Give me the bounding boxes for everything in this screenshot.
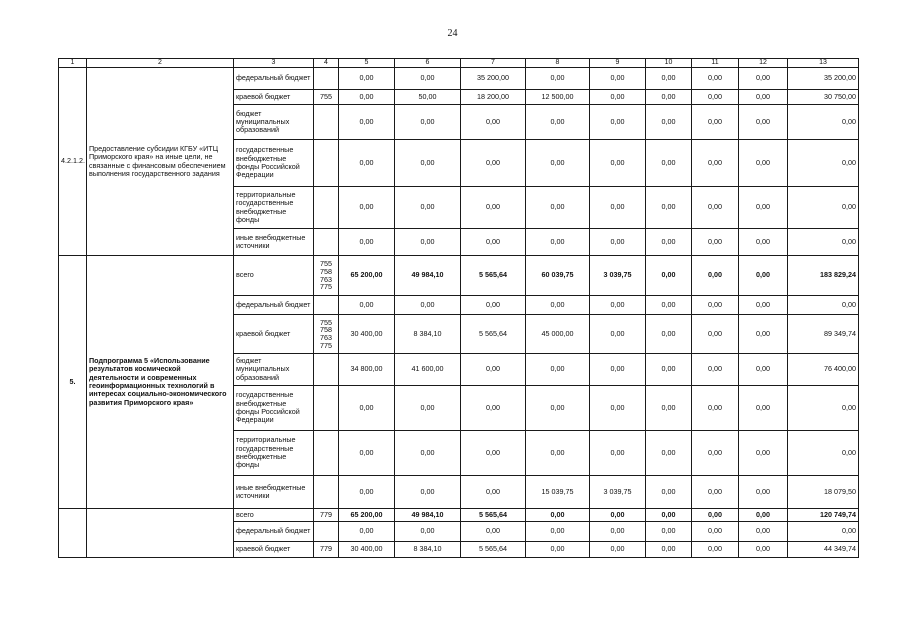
year-value: 0,00 bbox=[395, 105, 461, 140]
year-value: 0,00 bbox=[739, 354, 788, 386]
year-value: 49 984,10 bbox=[395, 509, 461, 522]
section-name: Предоставление субсидии КГБУ «ИТЦ Приморского края» на иные цели, не связанные с финансовым обеспечением выполнения государственного задания bbox=[87, 68, 234, 256]
year-value: 0,00 bbox=[590, 90, 646, 105]
year-value: 0,00 bbox=[692, 354, 739, 386]
year-value: 0,00 bbox=[461, 187, 526, 229]
year-value: 0,00 bbox=[461, 229, 526, 256]
year-value: 0,00 bbox=[395, 140, 461, 187]
year-value: 45 000,00 bbox=[526, 315, 590, 354]
year-value: 0,00 bbox=[739, 229, 788, 256]
year-value: 0,00 bbox=[395, 431, 461, 476]
budget-code bbox=[314, 354, 339, 386]
year-value: 0,00 bbox=[526, 354, 590, 386]
column-number-row bbox=[59, 59, 859, 68]
year-value: 0,00 bbox=[692, 522, 739, 542]
year-value: 0,00 bbox=[739, 140, 788, 187]
year-value: 0,00 bbox=[692, 187, 739, 229]
year-value: 0,00 bbox=[461, 354, 526, 386]
year-value: 0,00 bbox=[739, 187, 788, 229]
year-value: 50,00 bbox=[395, 90, 461, 105]
total-value: 35 200,00 bbox=[788, 68, 859, 90]
total-value: 30 750,00 bbox=[788, 90, 859, 105]
budget-code bbox=[314, 140, 339, 187]
funding-source: краевой бюджет bbox=[234, 315, 314, 354]
budget-code bbox=[314, 187, 339, 229]
budget-code bbox=[314, 386, 339, 431]
section-index bbox=[59, 509, 87, 558]
budget-code bbox=[314, 476, 339, 509]
year-value: 0,00 bbox=[339, 296, 395, 315]
year-value: 12 500,00 bbox=[526, 90, 590, 105]
table-body bbox=[59, 68, 859, 558]
year-value: 0,00 bbox=[590, 386, 646, 431]
total-value: 183 829,24 bbox=[788, 256, 859, 296]
year-value: 15 039,75 bbox=[526, 476, 590, 509]
year-value: 0,00 bbox=[339, 229, 395, 256]
total-value: 120 749,74 bbox=[788, 509, 859, 522]
year-value: 0,00 bbox=[526, 105, 590, 140]
year-value: 5 565,64 bbox=[461, 509, 526, 522]
year-value: 3 039,75 bbox=[590, 256, 646, 296]
year-value: 0,00 bbox=[646, 431, 692, 476]
total-value: 76 400,00 bbox=[788, 354, 859, 386]
year-value: 0,00 bbox=[692, 315, 739, 354]
year-value: 0,00 bbox=[692, 256, 739, 296]
year-value: 0,00 bbox=[646, 542, 692, 558]
year-value: 0,00 bbox=[526, 140, 590, 187]
budget-code: 779 bbox=[314, 509, 339, 522]
budget-code-line: 763 bbox=[320, 274, 332, 284]
year-value: 0,00 bbox=[692, 90, 739, 105]
year-value: 0,00 bbox=[590, 187, 646, 229]
year-value: 0,00 bbox=[461, 296, 526, 315]
section-name bbox=[87, 509, 234, 558]
year-value: 0,00 bbox=[646, 90, 692, 105]
funding-source: федеральный бюджет bbox=[234, 522, 314, 542]
budget-code bbox=[314, 256, 339, 296]
year-value: 5 565,64 bbox=[461, 542, 526, 558]
funding-source: иные внебюджетные источники bbox=[234, 229, 314, 256]
year-value: 0,00 bbox=[646, 296, 692, 315]
year-value: 0,00 bbox=[590, 509, 646, 522]
column-header: 9 bbox=[590, 59, 646, 68]
year-value: 0,00 bbox=[461, 476, 526, 509]
year-value: 0,00 bbox=[590, 296, 646, 315]
budget-code bbox=[314, 431, 339, 476]
year-value: 0,00 bbox=[526, 431, 590, 476]
total-value: 18 079,50 bbox=[788, 476, 859, 509]
year-value: 0,00 bbox=[526, 386, 590, 431]
year-value: 0,00 bbox=[590, 522, 646, 542]
year-value: 0,00 bbox=[692, 386, 739, 431]
table-row bbox=[59, 68, 859, 90]
budget-code bbox=[314, 296, 339, 315]
year-value: 0,00 bbox=[526, 542, 590, 558]
year-value: 0,00 bbox=[461, 140, 526, 187]
year-value: 0,00 bbox=[646, 386, 692, 431]
column-header: 12 bbox=[739, 59, 788, 68]
year-value: 0,00 bbox=[646, 105, 692, 140]
year-value: 0,00 bbox=[339, 431, 395, 476]
year-value: 0,00 bbox=[590, 431, 646, 476]
year-value: 0,00 bbox=[692, 140, 739, 187]
budget-code-line: 755 bbox=[320, 317, 332, 327]
year-value: 0,00 bbox=[395, 187, 461, 229]
year-value: 0,00 bbox=[339, 90, 395, 105]
year-value: 0,00 bbox=[739, 476, 788, 509]
budget-code-line: 775 bbox=[320, 282, 332, 292]
year-value: 0,00 bbox=[339, 140, 395, 187]
funding-source: бюджет муниципальных образований bbox=[234, 105, 314, 140]
funding-source: территориальные государственные внебюджетные фонды bbox=[234, 431, 314, 476]
table-row bbox=[59, 509, 859, 522]
budget-code-line: 758 bbox=[320, 266, 332, 276]
year-value: 0,00 bbox=[739, 509, 788, 522]
year-value: 0,00 bbox=[739, 386, 788, 431]
year-value: 8 384,10 bbox=[395, 542, 461, 558]
year-value: 0,00 bbox=[339, 476, 395, 509]
year-value: 0,00 bbox=[739, 315, 788, 354]
year-value: 0,00 bbox=[339, 386, 395, 431]
year-value: 0,00 bbox=[526, 509, 590, 522]
total-value: 0,00 bbox=[788, 105, 859, 140]
column-header: 2 bbox=[87, 59, 234, 68]
budget-code bbox=[314, 522, 339, 542]
total-value: 0,00 bbox=[788, 522, 859, 542]
budget-code bbox=[314, 315, 339, 354]
year-value: 0,00 bbox=[646, 187, 692, 229]
year-value: 0,00 bbox=[339, 105, 395, 140]
total-value: 0,00 bbox=[788, 229, 859, 256]
year-value: 0,00 bbox=[739, 68, 788, 90]
year-value: 0,00 bbox=[590, 542, 646, 558]
year-value: 65 200,00 bbox=[339, 509, 395, 522]
table-row bbox=[59, 256, 859, 296]
year-value: 0,00 bbox=[692, 229, 739, 256]
year-value: 0,00 bbox=[692, 105, 739, 140]
column-header: 13 bbox=[788, 59, 859, 68]
year-value: 35 200,00 bbox=[461, 68, 526, 90]
year-value: 0,00 bbox=[692, 509, 739, 522]
year-value: 0,00 bbox=[739, 105, 788, 140]
funding-source: территориальные государственные внебюджетные фонды bbox=[234, 187, 314, 229]
year-value: 0,00 bbox=[461, 522, 526, 542]
year-value: 0,00 bbox=[739, 542, 788, 558]
year-value: 41 600,00 bbox=[395, 354, 461, 386]
year-value: 49 984,10 bbox=[395, 256, 461, 296]
total-value: 0,00 bbox=[788, 187, 859, 229]
year-value: 0,00 bbox=[526, 522, 590, 542]
budget-code-line: 755 bbox=[320, 259, 332, 269]
budget-code bbox=[314, 229, 339, 256]
section-index: 5. bbox=[59, 256, 87, 509]
year-value: 0,00 bbox=[526, 187, 590, 229]
funding-source: государственные внебюджетные фонды Российской Федерации bbox=[234, 386, 314, 431]
year-value: 30 400,00 bbox=[339, 315, 395, 354]
funding-source: всего bbox=[234, 509, 314, 522]
year-value: 0,00 bbox=[339, 187, 395, 229]
funding-source: бюджет муниципальных образований bbox=[234, 354, 314, 386]
year-value: 0,00 bbox=[395, 476, 461, 509]
funding-source: государственные внебюджетные фонды Российской Федерации bbox=[234, 140, 314, 187]
section-index: 4.2.1.2. bbox=[59, 68, 87, 256]
total-value: 89 349,74 bbox=[788, 315, 859, 354]
budget-code-line: 775 bbox=[320, 340, 332, 350]
year-value: 0,00 bbox=[646, 68, 692, 90]
budget-code bbox=[314, 68, 339, 90]
year-value: 0,00 bbox=[339, 68, 395, 90]
year-value: 0,00 bbox=[739, 296, 788, 315]
year-value: 18 200,00 bbox=[461, 90, 526, 105]
year-value: 0,00 bbox=[526, 229, 590, 256]
year-value: 0,00 bbox=[646, 509, 692, 522]
year-value: 0,00 bbox=[395, 386, 461, 431]
year-value: 0,00 bbox=[461, 431, 526, 476]
year-value: 0,00 bbox=[461, 105, 526, 140]
year-value: 0,00 bbox=[739, 256, 788, 296]
budget-code: 779 bbox=[314, 542, 339, 558]
year-value: 0,00 bbox=[739, 431, 788, 476]
total-value: 0,00 bbox=[788, 140, 859, 187]
budget-code: 755 bbox=[314, 90, 339, 105]
year-value: 0,00 bbox=[646, 256, 692, 296]
total-value: 0,00 bbox=[788, 296, 859, 315]
column-header: 5 bbox=[339, 59, 395, 68]
year-value: 0,00 bbox=[646, 476, 692, 509]
year-value: 0,00 bbox=[590, 229, 646, 256]
year-value: 0,00 bbox=[646, 522, 692, 542]
column-header: 7 bbox=[461, 59, 526, 68]
year-value: 0,00 bbox=[590, 140, 646, 187]
year-value: 0,00 bbox=[395, 522, 461, 542]
total-value: 0,00 bbox=[788, 386, 859, 431]
year-value: 0,00 bbox=[646, 229, 692, 256]
year-value: 0,00 bbox=[590, 315, 646, 354]
year-value: 0,00 bbox=[395, 296, 461, 315]
funding-source: федеральный бюджет bbox=[234, 68, 314, 90]
year-value: 0,00 bbox=[692, 431, 739, 476]
budget-code bbox=[314, 105, 339, 140]
year-value: 0,00 bbox=[692, 68, 739, 90]
year-value: 0,00 bbox=[646, 354, 692, 386]
year-value: 5 565,64 bbox=[461, 315, 526, 354]
year-value: 0,00 bbox=[590, 68, 646, 90]
year-value: 0,00 bbox=[739, 90, 788, 105]
column-header: 3 bbox=[234, 59, 314, 68]
funding-source: иные внебюджетные источники bbox=[234, 476, 314, 509]
year-value: 0,00 bbox=[739, 522, 788, 542]
funding-source: краевой бюджет bbox=[234, 90, 314, 105]
column-header: 11 bbox=[692, 59, 739, 68]
column-header: 6 bbox=[395, 59, 461, 68]
year-value: 0,00 bbox=[526, 68, 590, 90]
budget-table bbox=[58, 58, 859, 558]
total-value: 44 349,74 bbox=[788, 542, 859, 558]
column-header: 1 bbox=[59, 59, 87, 68]
year-value: 0,00 bbox=[395, 229, 461, 256]
funding-source: федеральный бюджет bbox=[234, 296, 314, 315]
year-value: 30 400,00 bbox=[339, 542, 395, 558]
year-value: 0,00 bbox=[692, 542, 739, 558]
column-header: 8 bbox=[526, 59, 590, 68]
budget-code-line: 758 bbox=[320, 325, 332, 335]
budget-code-line: 763 bbox=[320, 333, 332, 343]
year-value: 0,00 bbox=[395, 68, 461, 90]
year-value: 65 200,00 bbox=[339, 256, 395, 296]
column-header: 10 bbox=[646, 59, 692, 68]
year-value: 0,00 bbox=[646, 315, 692, 354]
year-value: 0,00 bbox=[461, 386, 526, 431]
page-number: 24 bbox=[447, 28, 458, 39]
funding-source: краевой бюджет bbox=[234, 542, 314, 558]
year-value: 60 039,75 bbox=[526, 256, 590, 296]
year-value: 3 039,75 bbox=[590, 476, 646, 509]
column-header: 4 bbox=[314, 59, 339, 68]
year-value: 0,00 bbox=[692, 476, 739, 509]
year-value: 0,00 bbox=[590, 105, 646, 140]
total-value: 0,00 bbox=[788, 431, 859, 476]
year-value: 0,00 bbox=[339, 522, 395, 542]
year-value: 34 800,00 bbox=[339, 354, 395, 386]
funding-source: всего bbox=[234, 256, 314, 296]
year-value: 0,00 bbox=[590, 354, 646, 386]
year-value: 0,00 bbox=[526, 296, 590, 315]
section-name: Подпрограмма 5 «Использование результатов космической деятельности и современных геоинформационных технологий в интересах социально-экономического развития Приморского края» bbox=[87, 256, 234, 509]
year-value: 8 384,10 bbox=[395, 315, 461, 354]
year-value: 5 565,64 bbox=[461, 256, 526, 296]
year-value: 0,00 bbox=[646, 140, 692, 187]
year-value: 0,00 bbox=[692, 296, 739, 315]
